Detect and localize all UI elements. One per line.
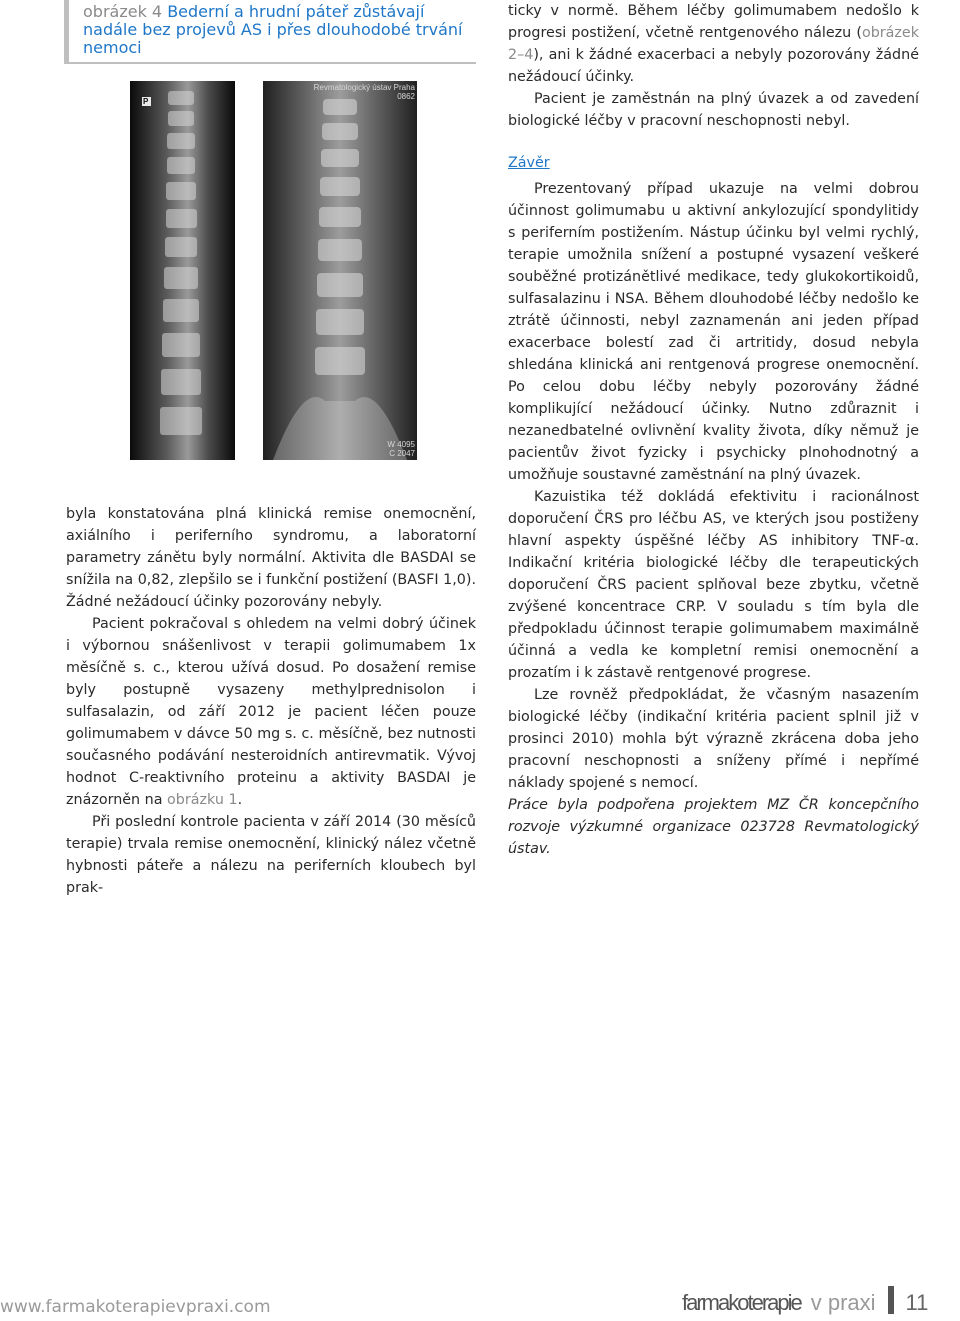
- figure-caption: [64, 0, 476, 64]
- paragraph-text: ), ani k žádné exacerbaci a nebyly pozorovány žádné nežádoucí účinky.: [508, 47, 919, 85]
- left-column: [66, 503, 476, 899]
- xray-ap-graphic: [263, 81, 417, 460]
- paragraph-text: .: [237, 792, 243, 808]
- figure-reference-link[interactable]: obrázku 1: [167, 792, 238, 808]
- figure-title: Bederní a hrudní páteř zůstávají nadále bez projevů AS i přes dlouhodobé trvání nemoci: [83, 2, 463, 57]
- right-column: [508, 0, 919, 860]
- paragraph: Lze rovněž předpokládat, že včasným nasazením biologické léčby (indikační kritéria pacient splnil již v prosinci 2010) mohla být výrazně zkrácena doba jeho pracovní neschopnosti a sníženy přímé i nepřímé náklady spojené s nemocí.: [508, 687, 919, 791]
- xray-window-width: W 4095: [387, 440, 415, 449]
- page-number: 11: [905, 1290, 929, 1315]
- paragraph: byla konstatována plná klinická remise onemocnění, axiálního i periferního syndromu, a laboratorní parametry zánětu byly normální. Aktivita dle BASDAI se snížila na 0,82, zlepšilo se i funkční postižení (BASFI 1,0). Žádné nežádoucí účinky pozorovány nebyly.: [66, 506, 476, 610]
- paragraph: Při poslední kontrole pacienta v září 2014 (30 měsíců terapie) trvala remise onemocnění, klinický nález včetně hybnosti páteře a nálezu na periferních kloubech byl prak-: [66, 814, 476, 896]
- xray-image-ap: [263, 81, 417, 460]
- paragraph-text: Pacient pokračoval s ohledem na velmi dobrý účinek i výbornou snášenlivost v terapii golimumabem 1x měsíčně s. c., kterou užívá dosud. Po dosažení remise byly postupně vysazeny methylprednisolon i sulfasalazin, od září 2012 je pacient léčen pouze golimumabem v dávce 50 mg s. c. měsíčně, bez nutnosti současného podávání nesteroidních antirevmatik. Vývoj hodnot C-reaktivního proteinu a aktivity BASDAI je znázorněn na: [66, 616, 476, 808]
- paragraph: Prezentovaný případ ukazuje na velmi dobrou účinnost golimumabu u aktivní ankylozující spondylitidy s periferním postižením. Nástup účinku byl velmi rychlý, terapie umožnila snížení a postupné vysazení veškeré souběžné protizánětlivé medikace, tedy glukokortikoidů, sulfasalazinu i NSA. Během dlouhodobé léčby nedošlo ke ztrátě účinnosti, nebyl zaznamenán ani jeden případ exacerbace bolestí zad či artritidy, dosud nebyla shledána klinická ani rentgenová progrese onemocnění. Po celou dobu léčby nebyly pozorovány žádné komplikující nežádoucí účinky. Nutno zdůraznit i nezanedbatelné ovlivnění kvality života, díky němuž je pacientův život fyzicky i psychicky plnohodnotný a umožňuje soustavné zaměstnání na plný úvazek.: [508, 181, 919, 483]
- section-heading: Závěr: [508, 155, 550, 171]
- footer-website-link[interactable]: www.farmakoterapievpraxi.com: [0, 1297, 271, 1317]
- footer-brand: [682, 1286, 928, 1316]
- figure-label: obrázek 4: [83, 2, 163, 21]
- xray-institution-name: Revmatologický ústav Praha: [313, 83, 415, 92]
- xray-institution-label: [314, 83, 415, 101]
- xray-lateral-graphic: [130, 81, 235, 460]
- xray-window-label: [387, 440, 415, 458]
- paragraph: [508, 0, 919, 88]
- xray-window-center: C 2047: [389, 449, 415, 458]
- paragraph: [66, 613, 476, 811]
- xray-image-lateral: [130, 81, 235, 460]
- paragraph-text: ticky v normě. Během léčby golimumabem nedošlo k progresi postižení, včetně rentgenového nálezu (: [508, 3, 919, 41]
- xray-image-id: 0862: [397, 92, 415, 101]
- brand-subtitle: v praxi: [810, 1290, 876, 1315]
- footer-divider: [888, 1286, 894, 1314]
- figure-reference-link[interactable]: obrázek 2–4: [508, 25, 919, 63]
- paragraph: Pacient je zaměstnán na plný úvazek a od zavedení biologické léčby v pracovní neschopnosti nebyl.: [508, 91, 919, 129]
- paragraph: Kazuistika též dokládá efektivitu i racionálnost doporučení ČRS pro léčbu AS, ve kterých jsou postiženy hlavní aspekty úspěšné léčby AS inhibitory TNF-α. Indikační kritéria biologické léčby dle terapeutických doporučení ČRS pacient splňoval beze zbytku, včetně zvýšené koncentrace CRP. V souladu s tím byla dle předpokladu účinnost terapie golimumabem maximálně účinná a vedla ke kompletní remisi onemocnění a prozatím i k zástavě rentgenové progrese.: [508, 489, 919, 681]
- brand-logo-text: farmakoterapie: [682, 1290, 801, 1315]
- acknowledgement: Práce byla podpořena projektem MZ ČR koncepčního rozvoje výzkumné organizace 023728 Revmatologický ústav.: [508, 797, 919, 857]
- xray-side-marker: P: [143, 97, 149, 106]
